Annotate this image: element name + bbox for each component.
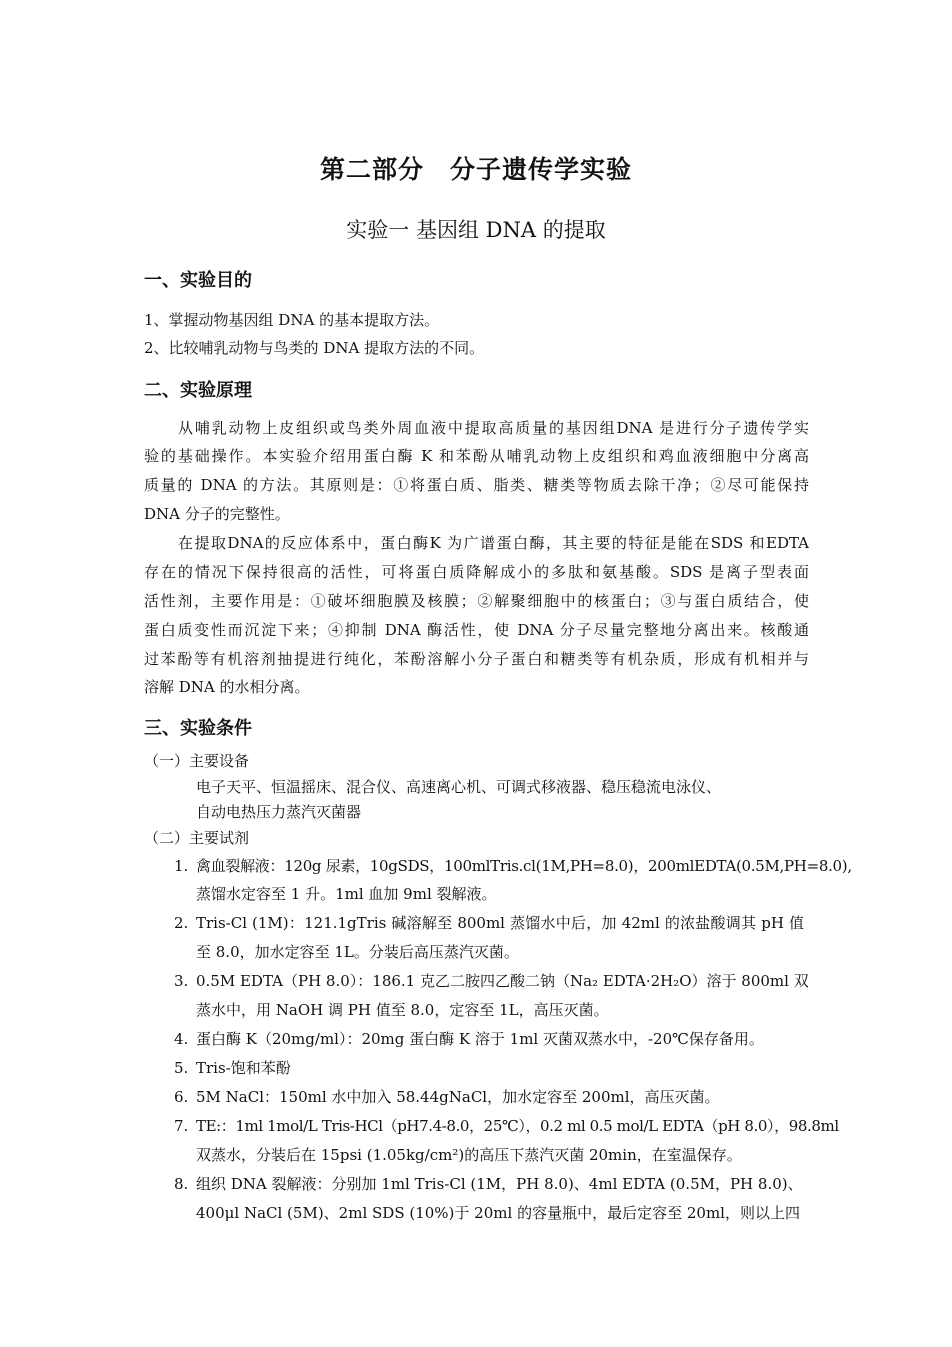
reagent-number: 8. bbox=[174, 1175, 189, 1193]
section-heading-conditions: 三、实验条件 bbox=[144, 718, 252, 739]
reagent-line: TE:：1ml 1mol/L Tris-HCl（pH7.4-8.0，25℃），0.2 ml 0.5 mol/L EDTA（pH 8.0），98.8ml bbox=[196, 1117, 839, 1135]
reagent-line: Tris-饱和苯酚 bbox=[196, 1059, 291, 1077]
part-title: 第二部分 分子遗传学实验 bbox=[319, 155, 632, 184]
reagent-number: 5. bbox=[174, 1059, 189, 1077]
reagent-line: 蛋白酶 K（20mg/ml）：20mg 蛋白酶 K 溶于 1ml 灭菌双蒸水中，-20℃保存备用。 bbox=[196, 1030, 764, 1048]
section-heading-purpose: 一、实验目的 bbox=[144, 270, 252, 291]
equipment-label: （一）主要设备 bbox=[144, 752, 250, 770]
reagent-line: 至 8.0，加水定容至 1L。分装后高压蒸汽灭菌。 bbox=[196, 943, 519, 961]
principle-para2-line: 在提取DNA的反应体系中，蛋白酶K 为广谱蛋白酶，其主要的特征是能在SDS 和EDTA bbox=[178, 534, 809, 552]
equipment-line: 自动电热压力蒸汽灭菌器 bbox=[196, 803, 362, 821]
principle-para1-line: DNA 分子的完整性。 bbox=[144, 505, 290, 523]
reagent-line: 400μl NaCl (5M)、2ml SDS (10%)于 20ml 的容量瓶中，最后定容至 20ml，则以上四 bbox=[196, 1204, 800, 1222]
principle-para2-line: 蛋白质变性而沉淀下来；④抑制 DNA 酶活性，使 DNA 分子尽量完整地分离出来。核酸通 bbox=[144, 621, 809, 639]
reagent-line: 组织 DNA 裂解液：分别加 1ml Tris-Cl (1M，PH 8.0)、4ml EDTA (0.5M，PH 8.0)、 bbox=[196, 1175, 803, 1193]
reagent-line: 蒸馏水定容至 1 升。1ml 血加 9ml 裂解液。 bbox=[196, 885, 497, 903]
reagent-line: 双蒸水，分装后在 15psi (1.05kg/cm²)的高压下蒸汽灭菌 20min，在室温保存。 bbox=[196, 1146, 742, 1164]
reagent-number: 7. bbox=[174, 1117, 189, 1135]
reagent-number: 1. bbox=[174, 857, 189, 875]
principle-para2-line: 溶解 DNA 的水相分离。 bbox=[144, 678, 310, 696]
equipment-line: 电子天平、恒温摇床、混合仪、高速离心机、可调式移液器、稳压稳流电泳仪、 bbox=[196, 778, 722, 796]
reagent-number: 6. bbox=[174, 1088, 189, 1106]
reagent-line: 0.5M EDTA（PH 8.0）：186.1 克乙二胺四乙酸二钠（Na₂ EDTA·2H₂O）溶于 800ml 双 bbox=[196, 972, 809, 990]
principle-para2-line: 存在的情况下保持很高的活性，可将蛋白质降解成小的多肽和氨基酸。SDS 是离子型表面 bbox=[144, 563, 809, 581]
reagent-line: Tris-Cl (1M)：121.1gTris 碱溶解至 800ml 蒸馏水中后，加 42ml 的浓盐酸调其 pH 值 bbox=[196, 914, 804, 932]
reagent-number: 4. bbox=[174, 1030, 189, 1048]
section-heading-principle: 二、实验原理 bbox=[144, 380, 252, 401]
principle-para2-line: 过苯酚等有机溶剂抽提进行纯化，苯酚溶解小分子蛋白和糖类等有机杂质，形成有机相并与 bbox=[144, 650, 809, 668]
reagent-number: 3. bbox=[174, 972, 189, 990]
purpose-item: 1、掌握动物基因组 DNA 的基本提取方法。 bbox=[144, 311, 440, 329]
principle-para1-line: 验的基础操作。本实验介绍用蛋白酶 K 和苯酚从哺乳动物上皮组织和鸡血液细胞中分离高 bbox=[144, 447, 809, 465]
principle-para2-line: 活性剂，主要作用是：①破坏细胞膜及核膜；②解聚细胞中的核蛋白；③与蛋白质结合，使 bbox=[144, 592, 809, 610]
reagent-line: 禽血裂解液：120g 尿素，10gSDS，100mlTris.cl(1M,PH=8.0)，200mlEDTA(0.5M,PH=8.0), bbox=[196, 857, 852, 875]
principle-para1-line: 质量的 DNA 的方法。其原则是：①将蛋白质、脂类、糖类等物质去除干净；②尽可能保持 bbox=[144, 476, 809, 494]
reagent-line: 蒸水中，用 NaOH 调 PH 值至 8.0，定容至 1L，高压灭菌。 bbox=[196, 1001, 609, 1019]
principle-para1-line: 从哺乳动物上皮组织或鸟类外周血液中提取高质量的基因组DNA 是进行分子遗传学实 bbox=[178, 419, 809, 437]
reagents-label: （二）主要试剂 bbox=[144, 829, 250, 847]
experiment-title: 实验一 基因组 DNA 的提取 bbox=[346, 218, 606, 242]
reagent-number: 2. bbox=[174, 914, 189, 932]
reagent-line: 5M NaCl：150ml 水中加入 58.44gNaCl，加水定容至 200ml，高压灭菌。 bbox=[196, 1088, 720, 1106]
purpose-item: 2、比较哺乳动物与鸟类的 DNA 提取方法的不同。 bbox=[144, 339, 485, 357]
